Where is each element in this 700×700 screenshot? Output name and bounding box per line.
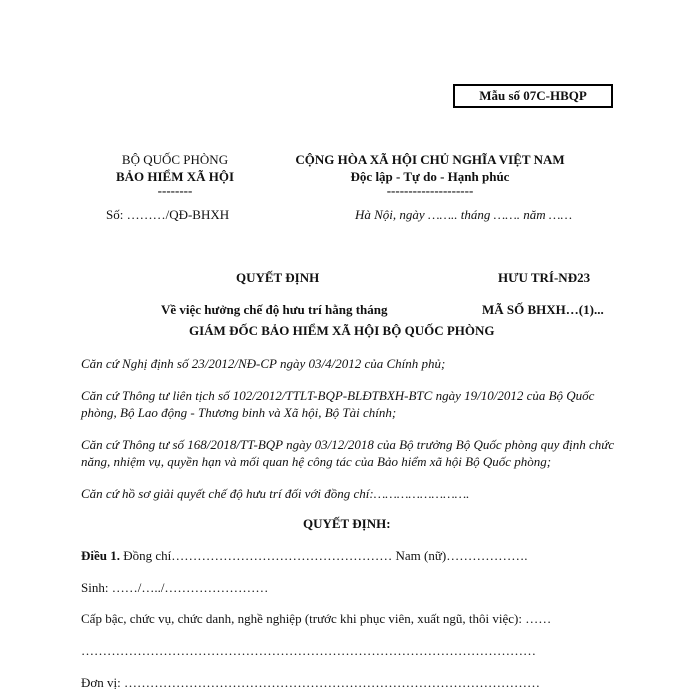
article1-rank-continued: …………………………………………………………………………………………… (81, 643, 536, 658)
article1-rank: Cấp bậc, chức vụ, chức danh, nghề nghiệp (trước khi phục viên, xuất ngũ, thôi việc): …… (81, 611, 552, 626)
national-motto: Độc lập - Tự do - Hạnh phúc (350, 169, 510, 184)
article1-comrade-line (81, 548, 528, 564)
decision-subject: Về việc hưởng chế độ hưu trí hằng tháng (161, 302, 388, 317)
place-date: Hà Nội, ngày …….. tháng ……. năm …… (355, 207, 573, 222)
agency-name: BẢO HIỂM XÃ HỘI (115, 169, 235, 184)
left-divider: -------- (157, 183, 193, 198)
right-divider: -------------------- (386, 183, 474, 198)
article1-unit: Đơn vị: …………………………………………………………………………………… (81, 675, 540, 690)
article1-label: Điều 1. (81, 548, 120, 563)
decision-code: HƯU TRÍ-NĐ23 (498, 270, 591, 285)
decision-title: QUYẾT ĐỊNH (236, 270, 320, 285)
issuer-title: GIÁM ĐỐC BẢO HIỂM XÃ HỘI BỘ QUỐC PHÒNG (189, 323, 495, 338)
country-name: CỘNG HÒA XÃ HỘI CHỦ NGHĨA VIỆT NAM (295, 152, 565, 167)
ministry-name: BỘ QUỐC PHÒNG (121, 152, 229, 167)
legal-basis-1: Căn cứ Nghị định số 23/2012/NĐ-CP ngày 03/4/2012 của Chính phủ; (81, 356, 446, 371)
form-code-box (453, 84, 613, 108)
legal-basis-3: Căn cứ Thông tư số 168/2018/TT-BQP ngày 03/12/2018 của Bộ trưởng Bộ Quốc phòng quy định chức năng, nhiệm vụ, quyền hạn và mối quan hệ công tác của Bảo hiểm xã hội Bộ Quốc phòng; (81, 437, 615, 469)
decides-heading: QUYẾT ĐỊNH: (303, 516, 391, 531)
insurance-code: MÃ SỐ BHXH…(1)... (482, 302, 604, 317)
form-code: Mẫu số 07C-HBQP (479, 88, 587, 103)
article1-birth: Sinh: ……/…../…………………… (81, 580, 269, 595)
document-number: Số: ………/QĐ-BHXH (106, 207, 230, 222)
article1-comrade: Đồng chí…………………………………………… Nam (nữ)………………. (120, 548, 528, 563)
legal-basis-4: Căn cứ hồ sơ giải quyết chế độ hưu trí đối với đồng chí:……………………. (81, 486, 470, 501)
legal-basis-2: Căn cứ Thông tư liên tịch số 102/2012/TTLT-BQP-BLĐTBXH-BTC ngày 19/10/2012 của Bộ Quốc phòng, Bộ Lao động - Thương binh và Xã hội, Bộ Tài chính; (81, 388, 595, 420)
